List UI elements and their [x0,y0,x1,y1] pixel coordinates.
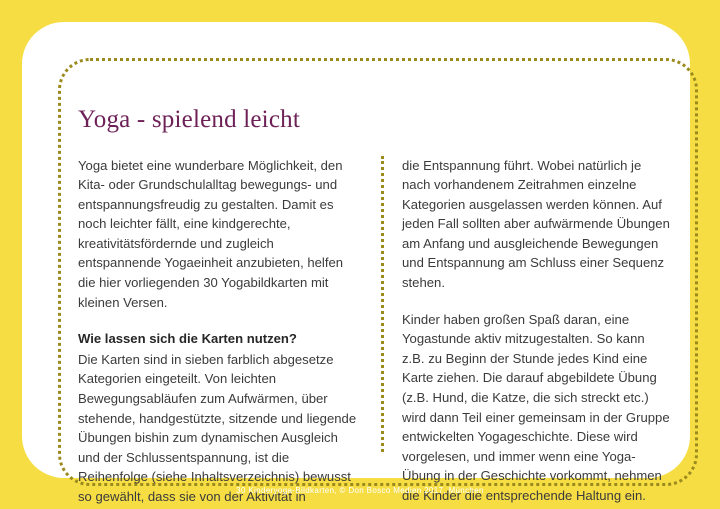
page-title: Yoga - spielend leicht [78,106,300,133]
left-paragraph-2: Die Karten sind in sieben farblich abgesetze Kategorien eingeteilt. Von leichten Bewegungsabläufen zum Aufwärmen, über stehende, handgestützte, sitzende und liegende Übungen bishin zum dynamischen Ausgleich und der Schlussentspannung, ist die Reihenfolge (siehe Inhaltsverzeichnis) bewusst so gewählt, dass sie von der Aktivität in [78,351,357,504]
footer-credit: 30 Kinderyoga-Bildkarten, © Don Bosco Medien 2017, München [236,486,484,495]
right-column [374,156,670,507]
left-paragraph-1: Yoga bietet eine wunderbare Möglichkeit, den Kita- oder Grundschulalltag bewegungs- und entspannungsfreudig zu gestalten. Damit es noch leichter fällt, eine kindgerechte, kreativitätsfördernde und zugleich entspannende Yogaeinheit anzubieten, helfen die hier vorliegenden 30 Yogabildkarten mit kleinen Versen. [78,157,344,310]
column-divider [381,156,384,452]
left-subheading: Wie lassen sich die Karten nutzen? [78,331,297,347]
two-column-layout [78,156,698,507]
right-paragraph-2: Kinder haben großen Spaß daran, eine Yogastunde aktiv mitzugestalten. So kann z.B. zu Beginn der Stunde jedes Kind eine Karte ziehen. Die darauf abgebildete Übung (z.B. Hund, die Katze, die sich streckt etc.) wird dann Teil einer gemeinsam in der Gruppe entwickelten Yogageschichte. Diese wird vorgelesen, und immer wenn eine Yoga-Übung in der Geschichte vorkommt, nehmen die Kinder die entsprechende Haltung ein. [402,311,670,503]
right-paragraph-1: die Entspannung führt. Wobei natürlich je nach vorhandenem Zeitrahmen einzelne Kategorien ausgelassen werden können. Auf jeden Fall sollten aber aufwärmende Übungen am Anfang und ausgleichende Bewegungen und Entspannung am Schluss einer Sequenz stehen. [402,157,670,291]
left-column [78,156,374,507]
